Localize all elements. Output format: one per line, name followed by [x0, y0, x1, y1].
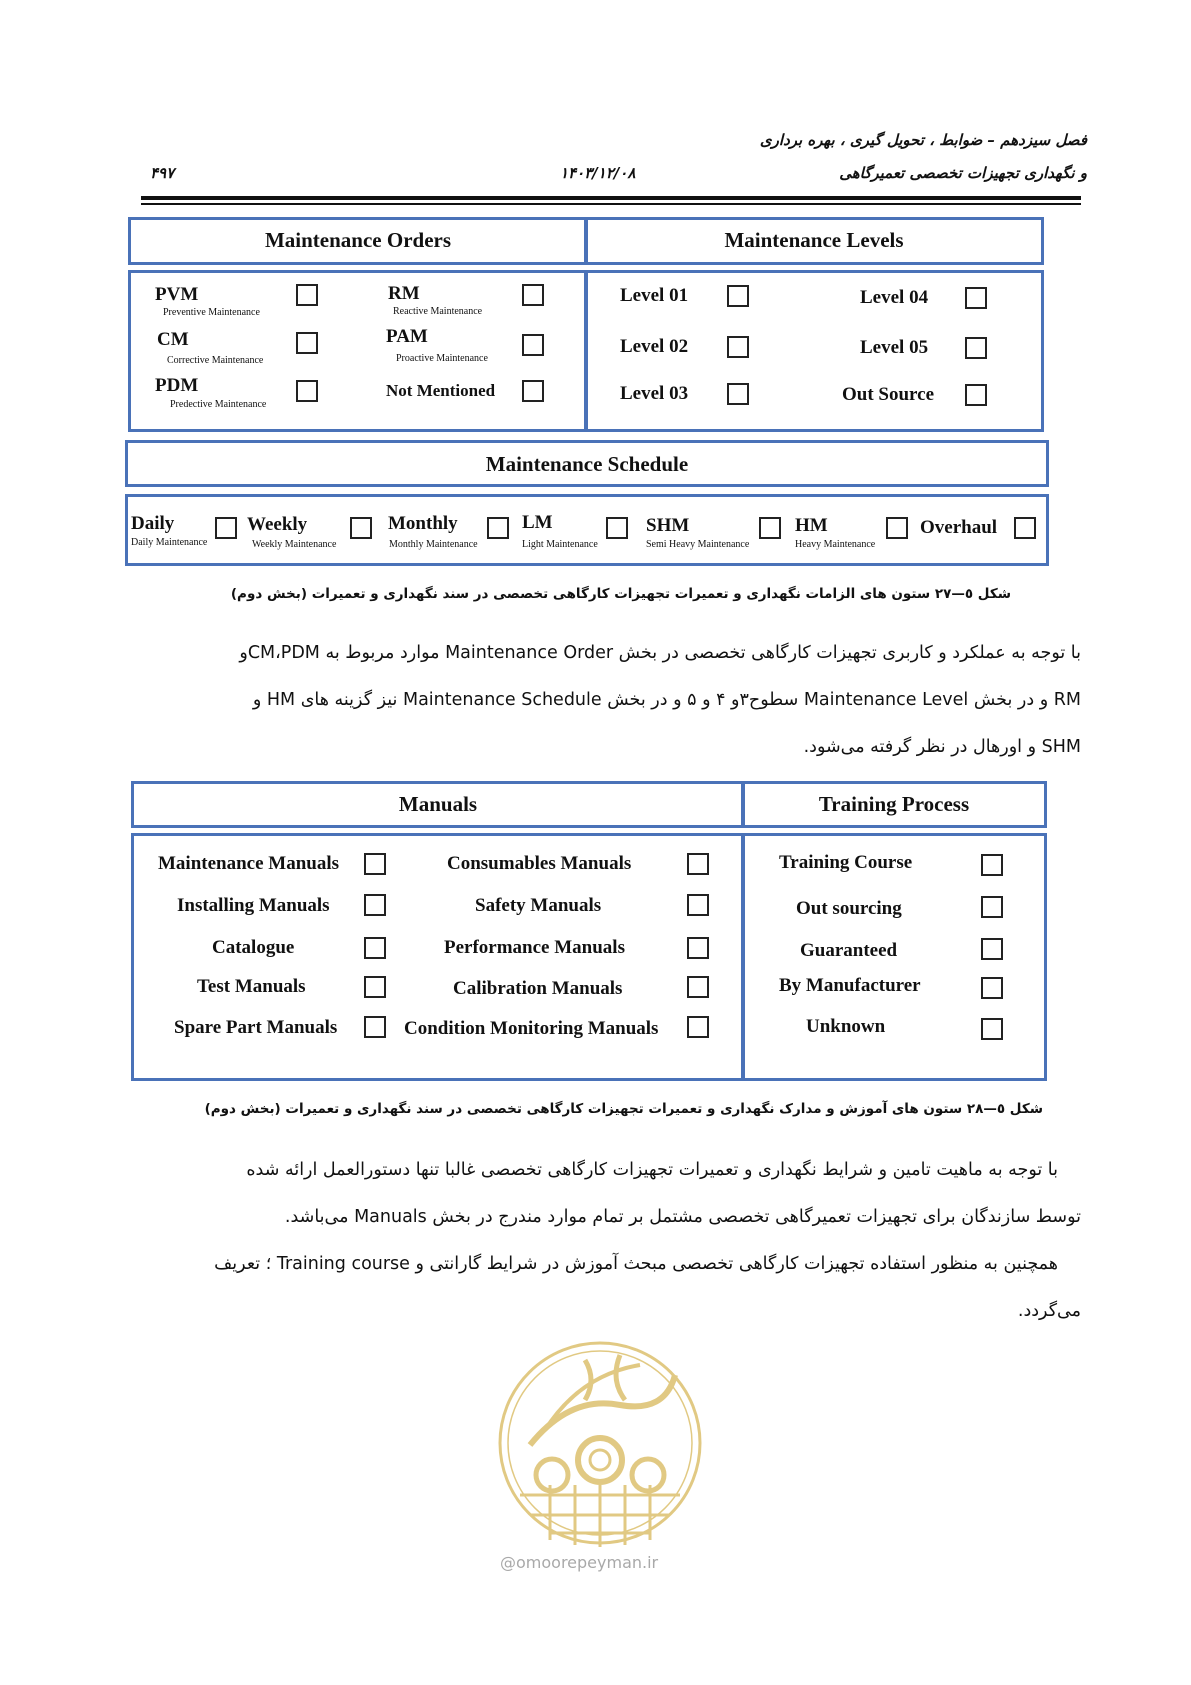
paragraph2-line2: توسط سازندگان برای تجهیزات تعمیرگاهی تخصصی مشتمل بر تمام موارد مندرج در بخش Manuals می‌باشد. [284, 1207, 1081, 1227]
schedule-lm-checkbox[interactable] [606, 517, 628, 539]
level-03-label: Level 03 [620, 383, 689, 404]
schedule-weekly-checkbox[interactable] [350, 517, 372, 539]
order-pvm-sub: Preventive Maintenance [163, 307, 260, 318]
schedule-monthly-checkbox[interactable] [487, 517, 509, 539]
omoorepeyman-seal-logo [490, 1335, 710, 1554]
safety-manuals-label: Safety Manuals [475, 895, 602, 916]
order-not-mentioned-checkbox[interactable] [522, 380, 544, 402]
seal-graphic [490, 1335, 710, 1550]
catalogue-label: Catalogue [212, 937, 295, 958]
watermark-site: @omoorepeyman.ir [500, 1553, 659, 1572]
out-sourcing-label: Out sourcing [796, 898, 902, 919]
level-04-label: Level 04 [860, 287, 929, 308]
level-05-checkbox[interactable] [965, 337, 987, 359]
header-date: ۱۴۰۳/۱۲/۰۸ [560, 164, 636, 182]
schedule-daily-sub: Daily Maintenance [131, 537, 208, 548]
spare-part-manuals-checkbox[interactable] [364, 1016, 386, 1038]
schedule-monthly-label: Monthly [388, 513, 458, 534]
order-pvm-label: PVM [155, 284, 199, 305]
page-number: ۴۹۷ [150, 164, 175, 182]
paragraph1-line1: با توجه به عملکرد و کاربری تجهیزات کارگاهی تخصصی در بخش Maintenance Order موارد مربوط به CM،PDMو [239, 643, 1081, 663]
performance-manuals-checkbox[interactable] [687, 937, 709, 959]
level-01-label: Level 01 [620, 285, 689, 306]
level-03-checkbox[interactable] [727, 383, 749, 405]
calibration-manuals-label: Calibration Manuals [453, 978, 623, 999]
training-course-label: Training Course [779, 852, 913, 873]
unknown-checkbox[interactable] [981, 1018, 1003, 1040]
order-cm-checkbox[interactable] [296, 332, 318, 354]
unknown-label: Unknown [806, 1016, 886, 1037]
schedule-hm-label: HM [795, 515, 828, 536]
by-manufacturer-checkbox[interactable] [981, 977, 1003, 999]
header-rule-thin [141, 203, 1081, 205]
paragraph1-line3: SHM و اورهال در نظر گرفته می‌شود. [803, 737, 1081, 757]
order-pdm-sub: Predective Maintenance [170, 399, 267, 410]
installing-manuals-label: Installing Manuals [177, 895, 330, 916]
level-02-label: Level 02 [620, 336, 689, 357]
condition-monitoring-manuals-checkbox[interactable] [687, 1016, 709, 1038]
figure-27-caption: شکل ٥—۲۷ ستون های الزامات نگهداری و تعمیرات تجهیزات کارگاهی تخصصی در سند نگهداری و تعمیرات (بخش دوم) [230, 586, 1011, 602]
condition-monitoring-manuals-label: Condition Monitoring Manuals [404, 1018, 659, 1039]
order-cm-sub: Corrective Maintenance [167, 355, 264, 366]
level-01-checkbox[interactable] [727, 285, 749, 307]
safety-manuals-checkbox[interactable] [687, 894, 709, 916]
order-pdm-checkbox[interactable] [296, 380, 318, 402]
calibration-manuals-checkbox[interactable] [687, 976, 709, 998]
schedule-monthly-sub: Monthly Maintenance [389, 539, 478, 550]
maintenance-manuals-checkbox[interactable] [364, 853, 386, 875]
paragraph1-line2: RM و در بخش Maintenance Level سطوح۳و ۴ و ۵ و در بخش Maintenance Schedule نیز گزینه های HM و [252, 690, 1081, 710]
maintenance-schedule-title: Maintenance Schedule [485, 452, 689, 476]
out-source-label: Out Source [842, 384, 935, 405]
maintenance-orders-title: Maintenance Orders [264, 228, 452, 252]
manuals-title: Manuals [398, 792, 478, 816]
installing-manuals-checkbox[interactable] [364, 894, 386, 916]
chapter-title-line1: فصل سیزدهم – ضوابط ، تحویل گیری ، بهره برداری [759, 131, 1087, 149]
order-cm-label: CM [157, 329, 189, 350]
out-source-checkbox[interactable] [965, 384, 987, 406]
order-pam-checkbox[interactable] [522, 334, 544, 356]
chapter-title-line2: و نگهداری تجهیزات تخصصی تعمیرگاهی [839, 164, 1087, 182]
schedule-shm-checkbox[interactable] [759, 517, 781, 539]
order-pam-label: PAM [386, 326, 428, 347]
by-manufacturer-label: By Manufacturer [779, 975, 921, 996]
level-04-checkbox[interactable] [965, 287, 987, 309]
schedule-weekly-label: Weekly [247, 514, 308, 535]
schedule-overhaul-label: Overhaul [920, 517, 998, 538]
training-process-title: Training Process [818, 792, 970, 816]
schedule-overhaul-checkbox[interactable] [1014, 517, 1036, 539]
schedule-hm-checkbox[interactable] [886, 517, 908, 539]
schedule-daily-checkbox[interactable] [215, 517, 237, 539]
guaranteed-label: Guaranteed [800, 940, 898, 961]
schedule-lm-label: LM [522, 512, 553, 533]
order-not-mentioned-label: Not Mentioned [386, 381, 496, 400]
consumables-manuals-label: Consumables Manuals [447, 853, 632, 874]
order-pam-sub: Proactive Maintenance [396, 353, 488, 364]
schedule-hm-sub: Heavy Maintenance [795, 539, 876, 550]
guaranteed-checkbox[interactable] [981, 938, 1003, 960]
level-02-checkbox[interactable] [727, 336, 749, 358]
schedule-lm-sub: Light Maintenance [522, 539, 598, 550]
paragraph2-line1: با توجه به ماهیت تامین و شرایط نگهداری و تعمیرات تجهیزات کارگاهی تخصصی غالبا تنها دستورالعمل ارائه شده [246, 1160, 1058, 1180]
catalogue-checkbox[interactable] [364, 937, 386, 959]
schedule-weekly-sub: Weekly Maintenance [252, 539, 337, 550]
consumables-manuals-checkbox[interactable] [687, 853, 709, 875]
schedule-shm-label: SHM [646, 515, 690, 536]
maintenance-manuals-label: Maintenance Manuals [158, 853, 340, 874]
level-05-label: Level 05 [860, 337, 929, 358]
maintenance-levels-title: Maintenance Levels [724, 228, 904, 252]
order-rm-sub: Reactive Maintenance [393, 306, 483, 317]
header-rule-thick [141, 196, 1081, 200]
order-rm-checkbox[interactable] [522, 284, 544, 306]
paragraph2-line3: همچنین به منظور استفاده تجهیزات کارگاهی تخصصی مبحث آموزش در شرایط گارانتی و Training course ؛ تعریف [214, 1254, 1058, 1274]
out-sourcing-checkbox[interactable] [981, 896, 1003, 918]
order-rm-label: RM [388, 283, 420, 304]
figure-28-caption: شکل ٥—۲۸ ستون های آموزش و مدارک نگهداری و تعمیرات تجهیزات کارگاهی تخصصی در سند نگهداری و تعمیرات (بخش دوم) [204, 1101, 1043, 1117]
schedule-daily-label: Daily [131, 513, 175, 534]
schedule-shm-sub: Semi Heavy Maintenance [646, 539, 750, 550]
paragraph2-line4: می‌گردد. [1017, 1301, 1081, 1321]
test-manuals-checkbox[interactable] [364, 976, 386, 998]
performance-manuals-label: Performance Manuals [444, 937, 625, 958]
training-course-checkbox[interactable] [981, 854, 1003, 876]
order-pdm-label: PDM [155, 375, 199, 396]
spare-part-manuals-label: Spare Part Manuals [174, 1017, 338, 1038]
test-manuals-label: Test Manuals [197, 976, 306, 997]
order-pvm-checkbox[interactable] [296, 284, 318, 306]
